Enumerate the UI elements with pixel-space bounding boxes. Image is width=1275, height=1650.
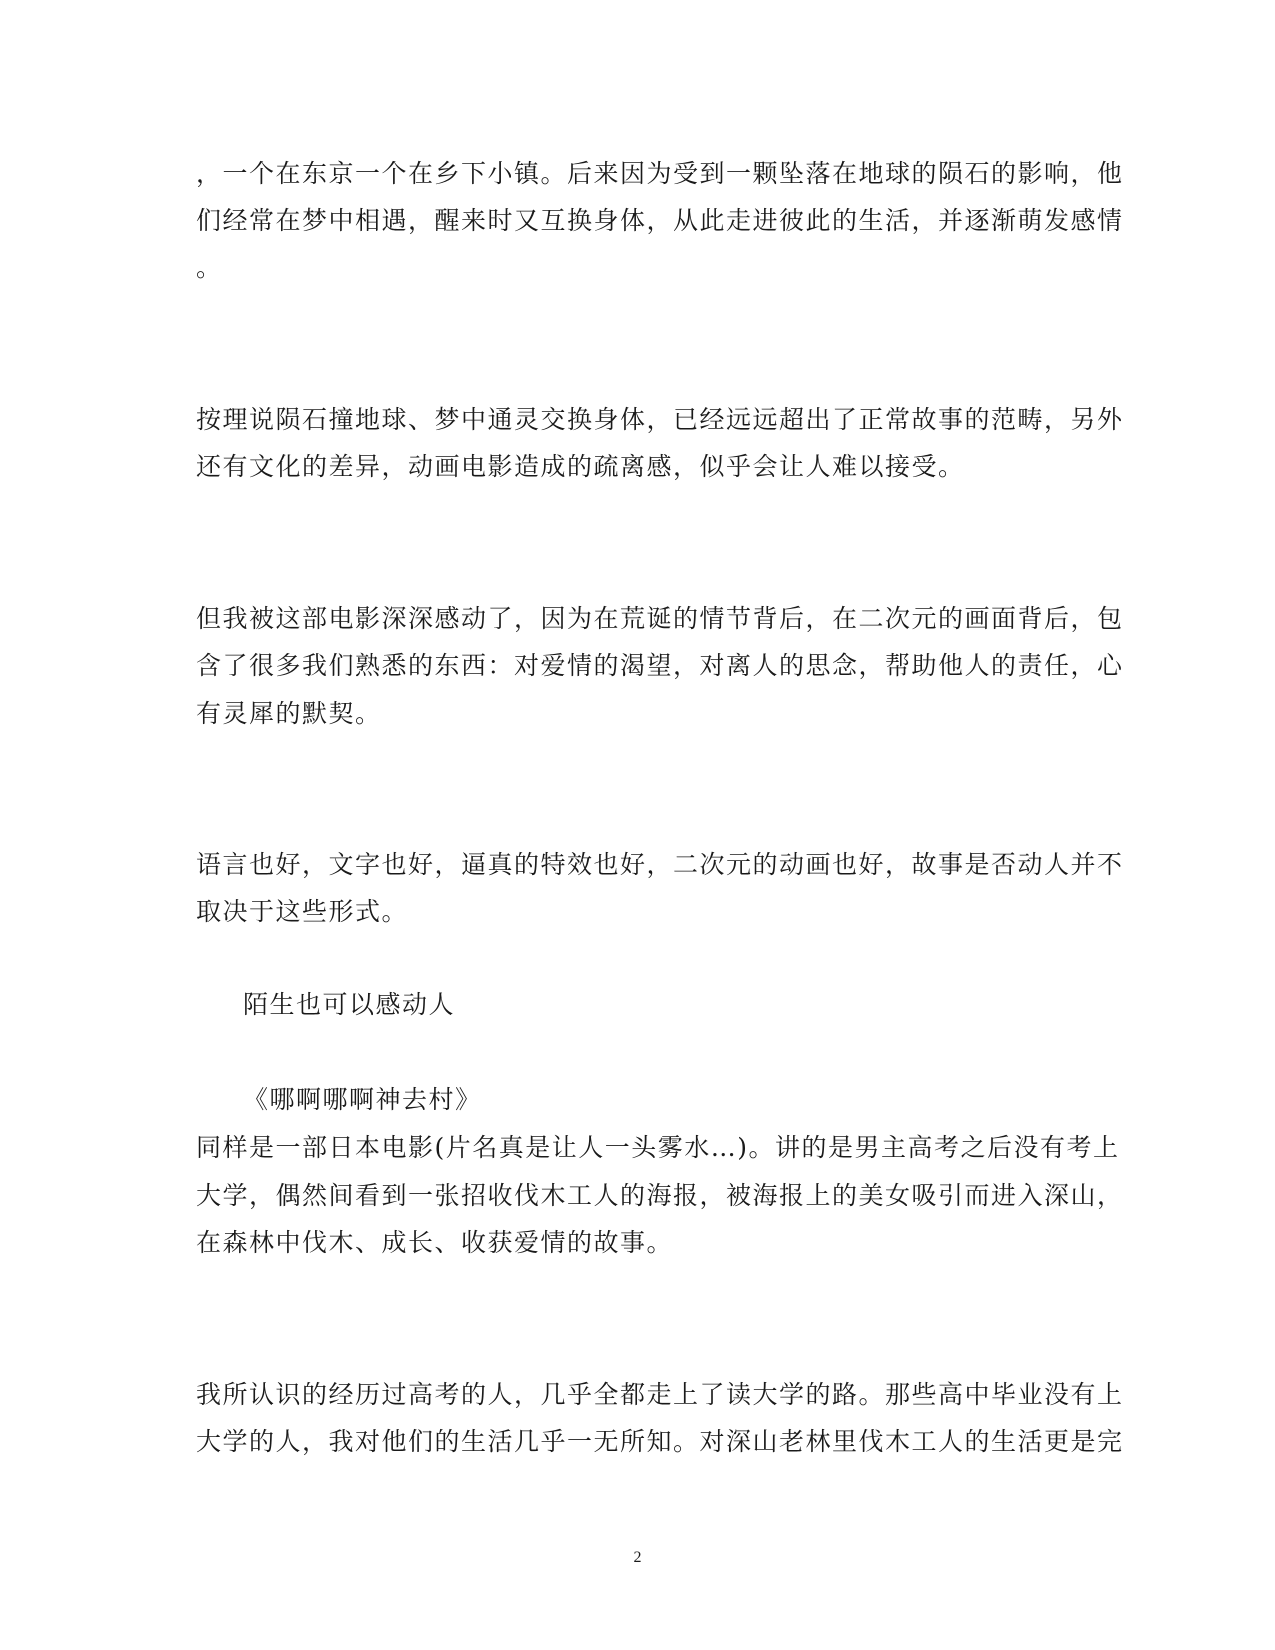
section-heading: 陌生也可以感动人 [243, 990, 456, 1019]
paragraph-4-line-1: 语言也好，文字也好，逼真的特效也好，二次元的动画也好，故事是否动人并不 [196, 850, 1124, 879]
paragraph-2-line-2: 还有文化的差异，动画电影造成的疏离感，似乎会让人难以接受。 [196, 452, 965, 481]
paragraph-3-line-3: 有灵犀的默契。 [196, 699, 382, 728]
paragraph-3-line-1: 但我被这部电影深深感动了，因为在荒诞的情节背后，在二次元的画面背后，包 [196, 604, 1124, 633]
paragraph-1-line-3: 。 [196, 253, 223, 282]
paragraph-6-line-2: 大学的人，我对他们的生活几乎一无所知。对深山老林里伐木工人的生活更是完 [196, 1427, 1124, 1456]
paragraph-2-line-1: 按理说陨石撞地球、梦中通灵交换身体，已经远远超出了正常故事的范畴，另外 [196, 405, 1124, 434]
paragraph-5-line-3: 在森林中伐木、成长、收获爱情的故事。 [196, 1228, 674, 1257]
paragraph-1-line-1: ，一个在东京一个在乡下小镇。后来因为受到一颗坠落在地球的陨石的影响，他 [196, 159, 1124, 188]
paragraph-5-line-1: 同样是一部日本电影(片名真是让人一头雾水…)。讲的是男主高考之后没有考上 [196, 1133, 1120, 1162]
film-title: 《哪啊哪啊神去村》 [243, 1085, 482, 1114]
page-number: 2 [633, 1549, 642, 1566]
paragraph-1-line-2: 们经常在梦中相遇，醒来时又互换身体，从此走进彼此的生活，并逐渐萌发感情 [196, 206, 1124, 235]
paragraph-4-line-2: 取决于这些形式。 [196, 897, 409, 926]
paragraph-5-line-2: 大学，偶然间看到一张招收伐木工人的海报，被海报上的美女吸引而进入深山， [196, 1181, 1124, 1210]
paragraph-6-line-1: 我所认识的经历过高考的人，几乎全都走上了读大学的路。那些高中毕业没有上 [196, 1380, 1124, 1409]
paragraph-3-line-2: 含了很多我们熟悉的东西：对爱情的渴望，对离人的思念，帮助他人的责任，心 [196, 651, 1124, 680]
